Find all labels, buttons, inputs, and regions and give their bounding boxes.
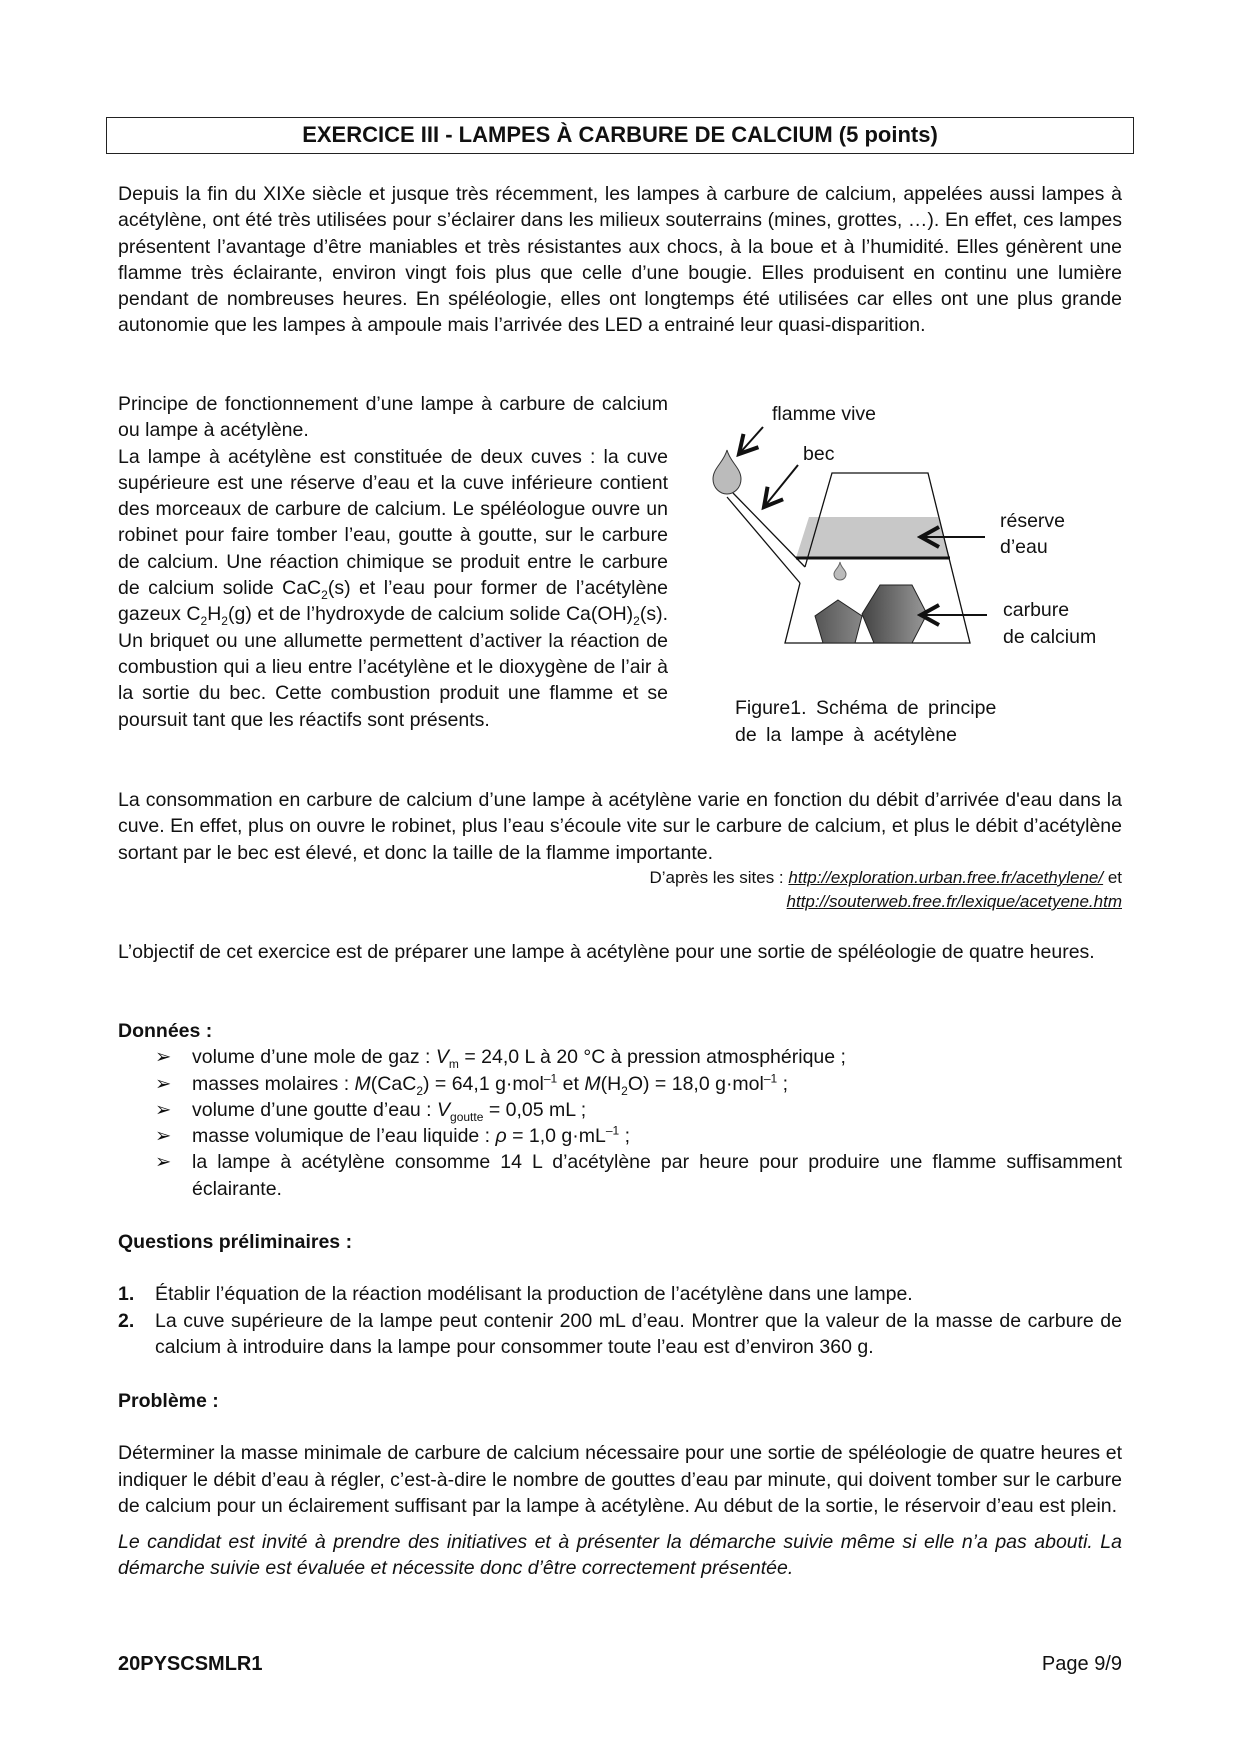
question-number: 1. — [118, 1283, 135, 1306]
subscript: 2 — [321, 587, 328, 602]
arrow-icon — [739, 427, 763, 454]
data-section — [118, 1018, 1122, 1202]
question-item — [118, 1308, 1122, 1361]
flame-icon — [713, 450, 741, 494]
water-drop-icon — [834, 562, 846, 580]
subscript: goutte — [450, 1109, 484, 1124]
text: volume d’une mole de gaz : — [192, 1046, 436, 1069]
problem-section — [118, 1388, 1122, 1582]
bullet-arrow-icon: ➢ — [155, 1072, 172, 1095]
questions-section — [118, 1229, 1122, 1360]
figure-caption — [735, 695, 1035, 749]
nozzle-tube — [727, 497, 800, 583]
question-text: La cuve supérieure de la lampe peut contenir 200 mL d’eau. Montrer que la valeur de la masse de carbure de calcium à introduire dans la lampe pour consommer toute l’eau est d’environ 360 g. — [155, 1309, 1122, 1358]
symbol: V — [435, 1046, 449, 1069]
intro-paragraph: Depuis la fin du XIXe siècle et jusque très récemment, les lampes à carbure de calcium, appelées aussi lampes à acétylène, ont été très utilisées pour s’éclairer dans les milieux souterrains (mines, grottes, …). En effet, ces lampes présentent l’avantage d’être maniables et très résistantes aux chocs, à la boue et à l’humidité. Elles génèrent une flamme très éclairante, environ vingt fois plus que celle d’une bougie. Elles produisent en continu une lumière pendant de nombreuses heures. En spéléologie, elles ont longtemps été utilisées car elles ont une plus grande autonomie que les lampes à ampoule mais l’arrivée des LED a entrainé leur quasi-disparition. — [118, 183, 1122, 337]
text: masses molaires : — [192, 1072, 355, 1095]
arrow-icon — [764, 465, 798, 507]
principle-heading: Principe de fonctionnement d’une lampe à carbure de calcium ou lampe à acétylène. — [118, 393, 668, 442]
text: volume d’une goutte d’eau : — [192, 1098, 438, 1121]
source-prefix: D’après les sites : — [649, 868, 789, 887]
bullet-arrow-icon: ➢ — [155, 1125, 172, 1148]
text: (g) et de l’hydroxyde de calcium solide Ca(OH) — [227, 603, 634, 626]
label-flame: flamme vive — [772, 403, 877, 425]
label-nozzle: bec — [803, 443, 835, 465]
lamp-diagram — [0, 0, 1240, 780]
text: (H — [600, 1072, 622, 1095]
questions-heading: Questions préliminaires : — [118, 1231, 353, 1253]
text: = 0,05 mL ; — [483, 1098, 587, 1121]
text: O) = 18,0 g·mol — [627, 1072, 764, 1095]
question-text: Établir l’équation de la réaction modélisant la production de l’acétylène dans une lampe. — [155, 1283, 913, 1306]
subscript: 2 — [221, 614, 228, 629]
subscript: m — [448, 1057, 459, 1072]
subscript: 2 — [633, 614, 640, 629]
label-water: d’eau — [1000, 536, 1048, 558]
label-water: réserve — [1000, 510, 1066, 532]
problem-note: Le candidat est invité à prendre des initiatives et à présenter la démarche suivie même si elle n’a pas abouti. La démarche suivie est évaluée et nécessite donc d’être correctement présentée. — [118, 1531, 1122, 1580]
objective-paragraph: L’objectif de cet exercice est de préparer une lampe à acétylène pour une sortie de spéléologie de quatre heures. — [118, 941, 1095, 963]
text: La lampe à acétylène est constituée de deux cuves : la cuve supérieure est une réserve d’eau et la cuve inférieure contient des morceaux de carbure de calcium. Le spéléologue ouvre un robinet pour faire tomber l’eau, goutte à goutte, sur le carbure de calcium. Une réaction chimique se produit entre le carbure de calcium solide CaC — [118, 445, 668, 600]
superscript: –1 — [763, 1071, 778, 1086]
source-link-1[interactable]: http://exploration.urban.free.fr/acethylene/ — [788, 868, 1104, 887]
bullet-arrow-icon: ➢ — [155, 1098, 172, 1121]
bullet-arrow-icon: ➢ — [155, 1046, 172, 1069]
exercise-title: EXERCICE III - LAMPES À CARBURE DE CALCIUM (5 points) — [106, 117, 1134, 154]
subscript: 2 — [621, 1083, 628, 1098]
label-carbide: carbure — [1003, 599, 1070, 621]
nozzle-tube — [733, 493, 805, 567]
caption-line: de la lampe à acétylène — [735, 724, 957, 746]
text: ; — [777, 1072, 789, 1095]
subscript: 2 — [200, 614, 208, 629]
text: la lampe à acétylène consomme 14 L d’acétylène par heure pour produire une flamme suffisamment éclairante. — [192, 1151, 1122, 1200]
data-item — [155, 1149, 1122, 1202]
text: masse volumique de l’eau liquide : — [192, 1125, 496, 1148]
question-number: 2. — [118, 1309, 135, 1332]
symbol: M — [354, 1072, 371, 1095]
text: H — [207, 603, 222, 626]
text: ) = 64,1 g·mol — [423, 1072, 544, 1095]
source-joiner: et — [1103, 868, 1122, 887]
text: (s) et l’eau pour former de l’acétylène gazeux C — [118, 577, 668, 626]
text: ; — [619, 1125, 631, 1148]
carbide-hexagon — [862, 585, 927, 643]
symbol: V — [437, 1098, 451, 1121]
superscript: –1 — [543, 1071, 558, 1086]
exam-code: 20PYSCSMLR1 — [118, 1653, 263, 1675]
problem-heading: Problème : — [118, 1390, 219, 1412]
subscript: 2 — [416, 1083, 423, 1098]
caption-line: Figure1. Schéma de principe — [735, 697, 997, 719]
data-item — [155, 1044, 1122, 1072]
text: et — [557, 1072, 585, 1095]
problem-text: Déterminer la masse minimale de carbure de calcium nécessaire pour une sortie de spéléologie de quatre heures et indiquer le débit d’eau à régler, c’est-à-dire le nombre de gouttes d’eau par minute, qui doivent tomber sur le carbure de calcium pour un éclairement suffisant par la lampe à acétylène. Au début de la sortie, le réservoir d’eau est plein. — [118, 1442, 1122, 1517]
data-item — [155, 1123, 1122, 1149]
superscript: –1 — [605, 1123, 620, 1138]
source-citation — [118, 866, 1122, 914]
bullet-arrow-icon: ➢ — [155, 1151, 172, 1174]
text: (s). Un briquet ou une allumette permettent d’activer la réaction de combustion qui a lieu entre l’acétylène et le dioxygène de l’air à la sortie du bec. Cette combustion produit une flamme et se poursuit tant que les réactifs sont présents. — [118, 603, 668, 731]
source-link-2[interactable]: http://souterweb.free.fr/lexique/acetyene.htm — [786, 892, 1122, 911]
page-footer — [118, 1651, 1122, 1677]
question-item — [118, 1281, 1122, 1307]
page-number: Page 9/9 — [1041, 1653, 1122, 1675]
carbide-pentagon — [815, 600, 862, 643]
text: (CaC — [370, 1072, 417, 1095]
data-heading: Données : — [118, 1020, 213, 1042]
text: = 1,0 g·mL — [506, 1125, 606, 1148]
consumption-paragraph: La consommation en carbure de calcium d’une lampe à acétylène varie en fonction du débit d’arrivée d'eau dans la cuve. En effet, plus on ouvre le robinet, plus l’eau s’écoule vite sur le carbure de calcium, et plus le débit d’acétylène sortant par le bec est élevé, et donc la taille de la flamme importante. — [118, 789, 1122, 864]
data-item — [155, 1071, 1122, 1098]
label-carbide: de calcium — [1003, 626, 1097, 648]
data-item — [155, 1097, 1122, 1124]
text: = 24,0 L à 20 °C à pression atmosphérique ; — [458, 1046, 846, 1069]
symbol: ρ — [495, 1125, 507, 1148]
symbol: M — [584, 1072, 601, 1095]
